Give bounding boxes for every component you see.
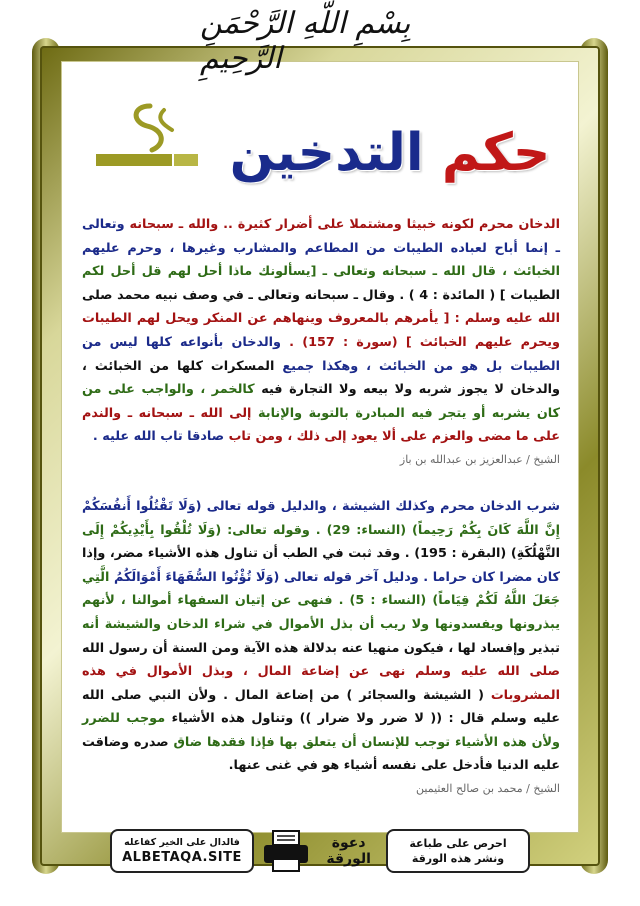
- text-line: كان مضرا كان حراما . ودليل آخر قوله تعالى (وَلَا تُؤْتُوا السُّفَهَاءَ أَمْوَالَكُمُ: [109, 569, 560, 585]
- section-gap: [82, 469, 560, 495]
- text-line: والدخان بأنواعه كلها ليس من الطيبات بل هو من الخبائث ، وهكذا جميع: [82, 334, 560, 374]
- text-line: كالخمر ، والواجب على من كان يشربه أو يتجر فيه المبادرة بالتوبة والإنابة: [82, 382, 560, 421]
- text-line: وتعالى ـ إنما أباح لعباده الطيبات من المطاعم والمشارب وغيرها ، وحرم عليهم: [82, 217, 560, 256]
- text-line: المسكرات كلها من الخبائث ، والدخان لا يجوز شربه ولا بيعه ولا التجارة فيه: [82, 358, 560, 398]
- paragraph: [82, 495, 560, 778]
- signature-uthaymeen: الشيخ / محمد بن صالح العثيمين: [416, 782, 560, 796]
- text-line: ولأن النبي صلى الله عليه وسلم قال : (( لا ضرر ولا ضرار )) وتناول هذه الأشياء: [82, 687, 560, 727]
- dawa-logo: [319, 829, 379, 873]
- content-body: [82, 213, 560, 798]
- text-line: ( الشيشة والسجائر ) من إضاعة المال .: [216, 687, 484, 703]
- text-line: موجب للضرر ولأن هذه الأشياء توجب للإنسان أن يتعلق بها فإذا فقدها ضاق: [82, 711, 560, 750]
- paragraph: [82, 213, 560, 449]
- section-ibn-baz: [82, 213, 560, 449]
- text-line: الطيبات ] ( المائدة : 4 ) . وقال ـ سبحانه وتعالى ـ في وصف نبيه محمد صلى: [82, 287, 561, 303]
- text-line: لأنهم يبذرونها ويفسدونها ولا ريب أن بذل الأموال في شراء الدخان والشيشة أنه: [82, 593, 560, 632]
- section-uthaymeen: [82, 495, 560, 778]
- basmala: بِسْمِ اللَّهِ الرَّحْمَنِ الرَّحِيمِ: [200, 6, 411, 76]
- footer-print-line1: احرص على طباعة: [409, 837, 507, 850]
- text-line: تبذير وإفساد لها ، فيكون منهيا عنه بدلالة هذه الآية ومن السنة أن رسول الله: [82, 640, 560, 656]
- text-line: الله عليه وسلم : [ يأمرهم بالمعروف وينهاهم عن المنكر ويحل لهم الطيبات: [82, 311, 560, 327]
- logo-line1: دعوة: [331, 835, 366, 851]
- text-line: إِنَّ اللَّهَ كَانَ بِكُمْ رَحِيماً) (النساء: 29) . وقوله تعالى: (وَلَا تُلْقُوا بِأَيْدِيكُمْ إِلَى: [82, 522, 560, 538]
- footer-site-box: [110, 829, 254, 873]
- text-line: الخبائث ، قال الله ـ سبحانه وتعالى ـ [يسألونك ماذا أحل لهم قل أحل لكم: [82, 264, 560, 280]
- footer-site: ALBETAQA.SITE: [122, 850, 242, 865]
- text-line: التَّهْلُكَةِ) (البقرة : 195) . وقد ثبت في الطب أن تناول هذه الأشياء مضر، وإذا: [82, 546, 560, 562]
- footer-print-line2: ونشر هذه الورقة: [411, 852, 505, 865]
- printer-icon: [261, 829, 311, 873]
- page-title: [220, 118, 560, 188]
- text-line: الَّتِي جَعَلَ اللَّهُ لَكُمْ قِيَاماً) (النساء : 5) . فنهى عن إتيان السفهاء أموالنا ،: [82, 569, 560, 609]
- title-part1: حكم: [441, 123, 551, 183]
- text-line: الدخان محرم لكونه خبيثا ومشتملا على أضرار كثيرة .. والله ـ سبحانه: [124, 217, 560, 232]
- text-line: صلى الله عليه وسلم نهى عن إضاعة المال ، وبذل الأموال في هذه المشروبات: [82, 664, 560, 703]
- footer-bar: [110, 826, 530, 876]
- footer-print-box: [386, 829, 530, 873]
- logo-line2: الورقة: [326, 851, 371, 867]
- cigarette-icon: [92, 100, 202, 170]
- signature-ibn-baz: الشيخ / عبدالعزيز بن عبدالله بن باز: [399, 452, 560, 466]
- text-line: صدره وضاقت عليه الدنيا فأدخل على نفسه أشياء هو في غنى عنها.: [82, 734, 560, 774]
- text-line: إلى الله ـ سبحانه ـ والندم على ما مضى والعزم على ألا يعود إلى ذلك ، ومن تاب: [82, 405, 560, 445]
- footer-motto: فالدال على الخير كفاعله: [124, 837, 240, 848]
- title-part2: التدخين: [229, 123, 424, 183]
- text-line: ويحرم عليهم الخبائث ] (سورة : 157) .: [281, 334, 560, 350]
- text-line: شرب الدخان محرم وكذلك الشيشة ، والدليل قوله تعالى (وَلَا تَقْتُلُوا أَنفُسَكُمْ: [82, 498, 560, 514]
- text-line: صادقا تاب الله عليه .: [92, 429, 225, 445]
